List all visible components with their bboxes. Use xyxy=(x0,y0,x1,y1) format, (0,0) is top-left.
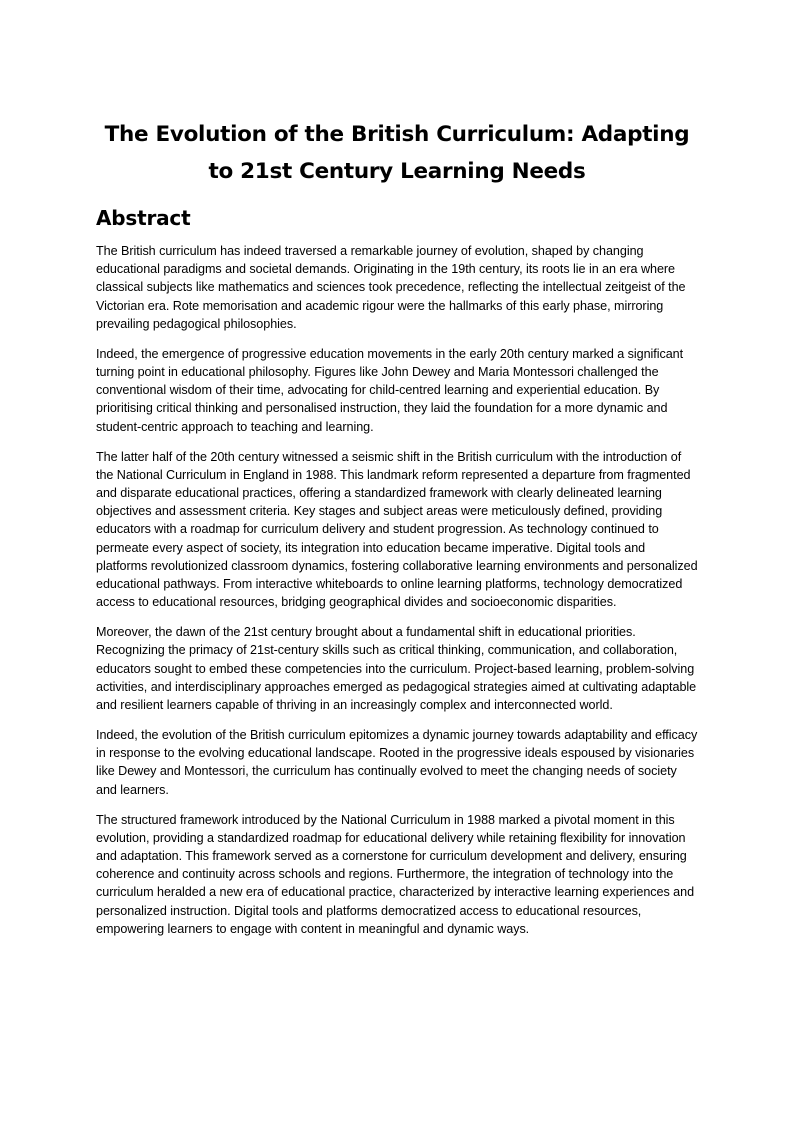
paragraph-5: Indeed, the evolution of the British curriculum epitomizes a dynamic journey towards adaptability and efficacy in response to the evolving educational landscape. Rooted in the progressive ideals espoused by visionaries like Dewey and Montessori, the curriculum has continually evolved to meet the changing needs of society and learners. xyxy=(96,728,698,797)
paragraph-1: The British curriculum has indeed traversed a remarkable journey of evolution, shaped by changing educational paradigms and societal demands. Originating in the 19th century, its roots lie in an era where classical subjects like mathematics and sciences took precedence, reflecting the intellectual zeitgeist of the Victorian era. Rote memorisation and academic rigour were the hallmarks of this early phase, mirroring prevailing pedagogical philosophies. xyxy=(96,244,686,331)
document-title: The Evolution of the British Curriculum: Adapting to 21st Century Learning Needs xyxy=(104,122,690,184)
paragraph-3: The latter half of the 20th century witnessed a seismic shift in the British curriculum with the introduction of the National Curriculum in England in 1988. This landmark reform represented a departure from fragmented and disparate educational practices, offering a standardized framework with clearly delineated learning objectives and assessment criteria. Key stages and subject areas were meticulously defined, providing educators with a roadmap for curriculum delivery and student progression. As technology continued to permeate every aspect of society, its integration into education became imperative. Digital tools and platforms revolutionized classroom dynamics, fostering collaborative learning environments and personalized educational pathways. From interactive whiteboards to online learning platforms, technology democratized access to educational resources, bridging geographical divides and socioeconomic disparities. xyxy=(96,449,698,610)
paragraph-2: Indeed, the emergence of progressive education movements in the early 20th century marked a significant turning point in educational philosophy. Figures like John Dewey and Maria Montessori challenged the conventional wisdom of their time, advocating for child-centred learning and experiential education. By prioritising critical thinking and personalised instruction, they laid the foundation for a more dynamic and student-centric approach to teaching and learning. xyxy=(96,346,684,434)
abstract-heading: Abstract xyxy=(96,206,191,230)
paragraph-4: Moreover, the dawn of the 21st century brought about a fundamental shift in educational priorities. Recognizing the primacy of 21st-century skills such as critical thinking, communication, and collaboration, educators sought to embed these competencies into the curriculum. Project-based learning, problem-solving activities, and interdisciplinary approaches emerged as pedagogical strategies aimed at cultivating adaptable and resilient learners capable of thriving in an increasingly complex and interconnected world. xyxy=(96,625,697,713)
document-page xyxy=(96,116,698,950)
paragraph-6: The structured framework introduced by the National Curriculum in 1988 marked a pivotal moment in this evolution, providing a standardized roadmap for educational delivery while retaining flexibility for innovation and adaptation. This framework served as a cornerstone for curriculum development and delivery, ensuring coherence and continuity across schools and regions. Furthermore, the integration of technology into the curriculum heralded a new era of educational practice, characterized by interactive learning experiences and personalized instruction. Digital tools and platforms democratized access to educational resources, empowering learners to engage with content in meaningful and dynamic ways. xyxy=(96,812,695,936)
